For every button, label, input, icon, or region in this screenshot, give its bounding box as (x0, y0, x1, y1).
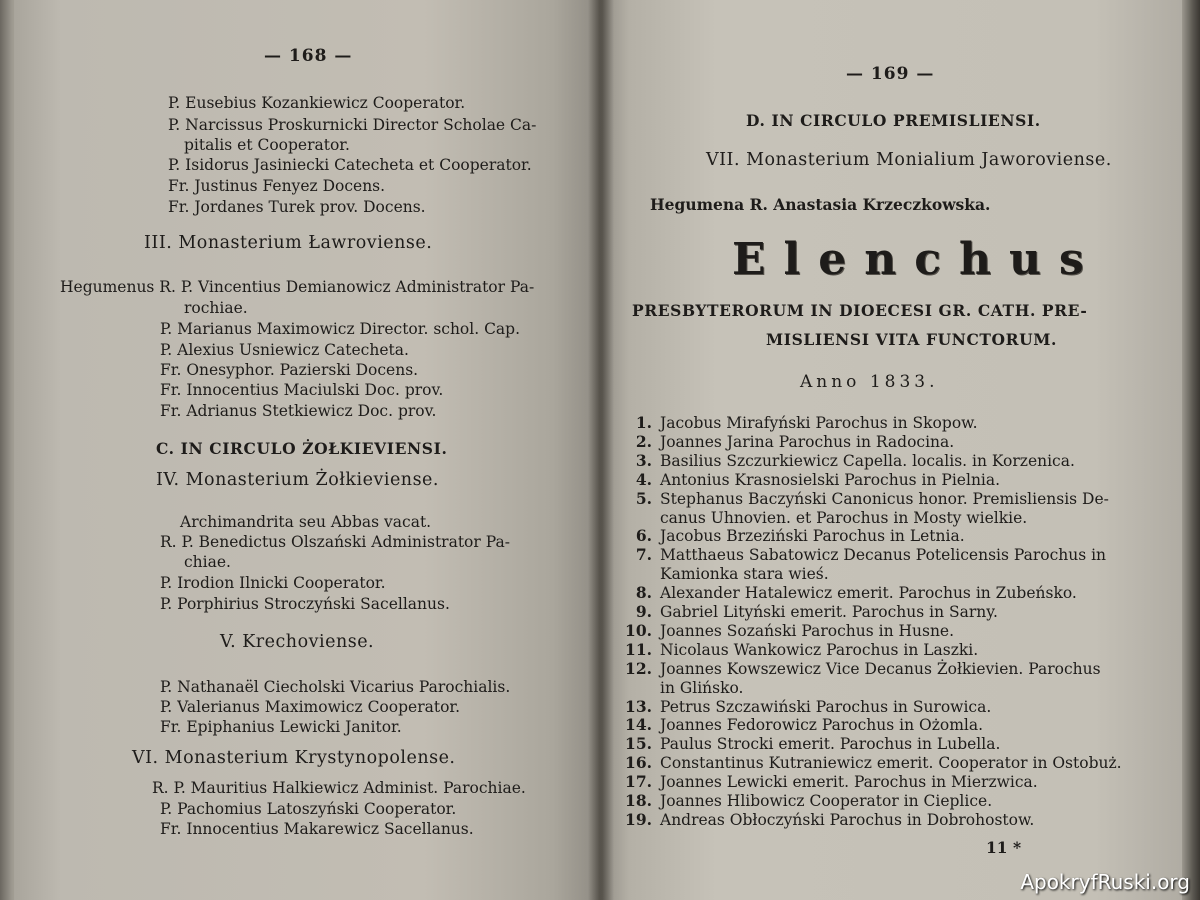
list-item-text: Jacobus Mirafyński Parochus in Skopow. (660, 414, 978, 432)
list-item (624, 715, 983, 735)
subtitle-line: PRESBYTERORUM IN DIOECESI GR. CATH. PRE- (632, 301, 1088, 320)
list-item-number: 9. (635, 602, 652, 621)
book-gutter (588, 0, 614, 900)
list-item (624, 621, 954, 641)
subtitle-line: MISLIENSI VITA FUNCTORUM. (766, 330, 1057, 349)
list-item (624, 697, 991, 717)
watermark: ApokryfRuski.org (1020, 870, 1190, 894)
list-item-text: Nicolaus Wankowicz Parochus in Laszki. (660, 640, 979, 659)
text-line: P. Nathanaël Ciecholski Vicarius Parochialis. (160, 678, 511, 696)
list-item (624, 659, 1101, 679)
list-item-text: canus Uhnovien. et Parochus in Mosty wielkie. (660, 508, 1028, 527)
list-item (624, 772, 1038, 792)
list-item (624, 508, 1027, 528)
list-item-number: 14. (625, 715, 652, 735)
list-item-text: Jacobus Brzeziński Parochus in Letnia. (660, 527, 965, 546)
text-line: P. Marianus Maximowicz Director. schol. Cap. (160, 320, 521, 338)
list-item-number: 16. (625, 753, 652, 773)
list-item-text: Paulus Strocki emerit. Parochus in Lubella. (660, 735, 1001, 754)
text-line: P. Alexius Usniewicz Catecheta. (160, 341, 409, 359)
list-item-text: Alexander Hatalewicz emerit. Parochus in Zubeńsko. (660, 584, 1077, 603)
list-item (624, 753, 1122, 773)
list-item-number: 6. (635, 526, 652, 546)
list-item-text: Stephanus Baczyński Canonicus honor. Premisliensis De- (660, 489, 1109, 508)
list-item (624, 791, 992, 811)
section-heading: V. Krechoviense. (220, 632, 375, 652)
list-item-number: 13. (625, 696, 652, 716)
list-item-text: Petrus Szczawiński Parochus in Surowica. (660, 697, 992, 716)
section-heading: IV. Monasterium Żołkieviense. (156, 470, 439, 490)
page-number-right: — 169 — (846, 64, 935, 84)
list-item-number: 2. (635, 431, 652, 451)
right-page (600, 0, 1182, 900)
page-edge (1182, 0, 1200, 900)
list-item-text: Joannes Sozański Parochus in Husne. (660, 621, 955, 640)
list-item-number: 15. (625, 734, 652, 754)
list-item (624, 432, 954, 452)
text-line: Fr. Onesyphor. Pazierski Docens. (160, 361, 419, 379)
text-line: Fr. Jordanes Turek prov. Docens. (168, 198, 426, 216)
page-number-left: — 168 — (264, 46, 353, 66)
section-heading: VI. Monasterium Krystynopolense. (132, 748, 456, 768)
list-item (624, 734, 1000, 754)
signature-mark: 11 * (986, 838, 1022, 857)
list-item-text: Kamionka stara wieś. (660, 565, 829, 584)
list-item-number: 4. (635, 469, 652, 489)
text-line: pitalis et Cooperator. (184, 136, 350, 154)
list-item-text: Antonius Krasnosielski Parochus in Pielnia. (660, 470, 1001, 489)
list-item (624, 583, 1077, 603)
list-item (624, 526, 965, 546)
section-heading: VII. Monasterium Monialium Jaworoviense. (706, 150, 1112, 170)
text-line: P. Narcissus Proskurnicki Director Scholae Ca- (168, 116, 537, 134)
list-item-text: Joannes Kowszewicz Vice Decanus Żołkievien. Parochus (660, 659, 1101, 678)
list-item-text: Joannes Lewicki emerit. Parochus in Mierzwica. (660, 773, 1038, 792)
text-line: R. P. Mauritius Halkiewicz Administ. Parochiae. (152, 779, 526, 797)
list-item (624, 810, 1034, 830)
text-line: P. Irodion Ilnicki Cooperator. (160, 574, 386, 592)
list-item-number: 18. (625, 791, 652, 810)
text-line: Fr. Justinus Fenyez Docens. (168, 177, 386, 195)
list-item (624, 564, 829, 584)
list-item (624, 451, 1075, 471)
text-line: Fr. Innocentius Maciulski Doc. prov. (160, 381, 444, 399)
list-item-number: 5. (635, 488, 652, 508)
left-page (14, 0, 600, 900)
list-item (624, 470, 1000, 490)
list-item-number: 19. (625, 809, 652, 829)
circulo-heading: C. IN CIRCULO ŻOŁKIEVIENSI. (156, 439, 448, 458)
list-item-text: in Glińsko. (660, 678, 744, 697)
text-line: Fr. Innocentius Makarewicz Sacellanus. (160, 820, 474, 838)
text-line: P. Eusebius Kozankiewicz Cooperator. (168, 94, 466, 112)
list-item-text: Matthaeus Sabatowicz Decanus Potelicensis Parochus in (660, 546, 1107, 565)
list-item-text: Basilius Szczurkiewicz Capella. localis. in Korzenica. (660, 451, 1075, 470)
hegumena-line: Hegumena R. Anastasia Krzeczkowska. (650, 195, 991, 214)
text-line: P. Valerianus Maximowicz Cooperator. (160, 698, 461, 716)
list-item-text: Andreas Obłoczyński Parochus in Dobrohostow. (660, 810, 1035, 829)
list-item-text: Constantinus Kutraniewicz emerit. Cooperator in Ostobuż. (660, 754, 1122, 773)
elenchus-title: Elenchus (732, 234, 1102, 285)
anno-line: Anno 1833. (800, 372, 939, 392)
list-item (624, 678, 743, 698)
list-item-number: 8. (635, 583, 652, 603)
list-item-number: 3. (635, 450, 652, 470)
list-item-number: 11. (625, 639, 652, 659)
list-item-number: 1. (635, 413, 652, 432)
text-line: Hegumenus R. P. Vincentius Demianowicz Administrator Pa- (60, 278, 535, 296)
list-item (624, 545, 1106, 565)
text-line: chiae. (184, 553, 231, 571)
section-heading: III. Monasterium Ławroviense. (144, 233, 433, 253)
text-line: Fr. Epiphanius Lewicki Janitor. (160, 718, 402, 736)
text-line: P. Pachomius Latoszyński Cooperator. (160, 800, 457, 818)
list-item-text: Joannes Jarina Parochus in Radocina. (660, 432, 955, 451)
list-item-number: 12. (625, 658, 652, 678)
list-item-text: Joannes Fedorowicz Parochus in Ożomla. (660, 716, 984, 735)
circulo-heading: D. IN CIRCULO PREMISLIENSI. (746, 111, 1041, 130)
list-item-text: Gabriel Lityński emerit. Parochus in Sarny. (660, 603, 998, 621)
list-item (624, 640, 978, 660)
text-line: P. Porphirius Stroczyński Sacellanus. (160, 595, 450, 613)
text-line: R. P. Benedictus Olszański Administrator Pa- (160, 533, 510, 551)
text-line: rochiae. (184, 299, 248, 317)
list-item (624, 489, 1109, 509)
list-item (624, 602, 998, 622)
text-line: Archimandrita seu Abbas vacat. (180, 513, 432, 531)
list-item-number: 10. (625, 620, 652, 640)
text-line: Fr. Adrianus Stetkiewicz Doc. prov. (160, 402, 437, 420)
list-item-number: 17. (625, 772, 652, 792)
text-line: P. Isidorus Jasiniecki Catecheta et Cooperator. (168, 156, 532, 174)
list-item-number: 7. (635, 545, 652, 565)
list-item-text: Joannes Hlibowicz Cooperator in Cieplice. (660, 792, 993, 810)
list-item (624, 413, 978, 433)
